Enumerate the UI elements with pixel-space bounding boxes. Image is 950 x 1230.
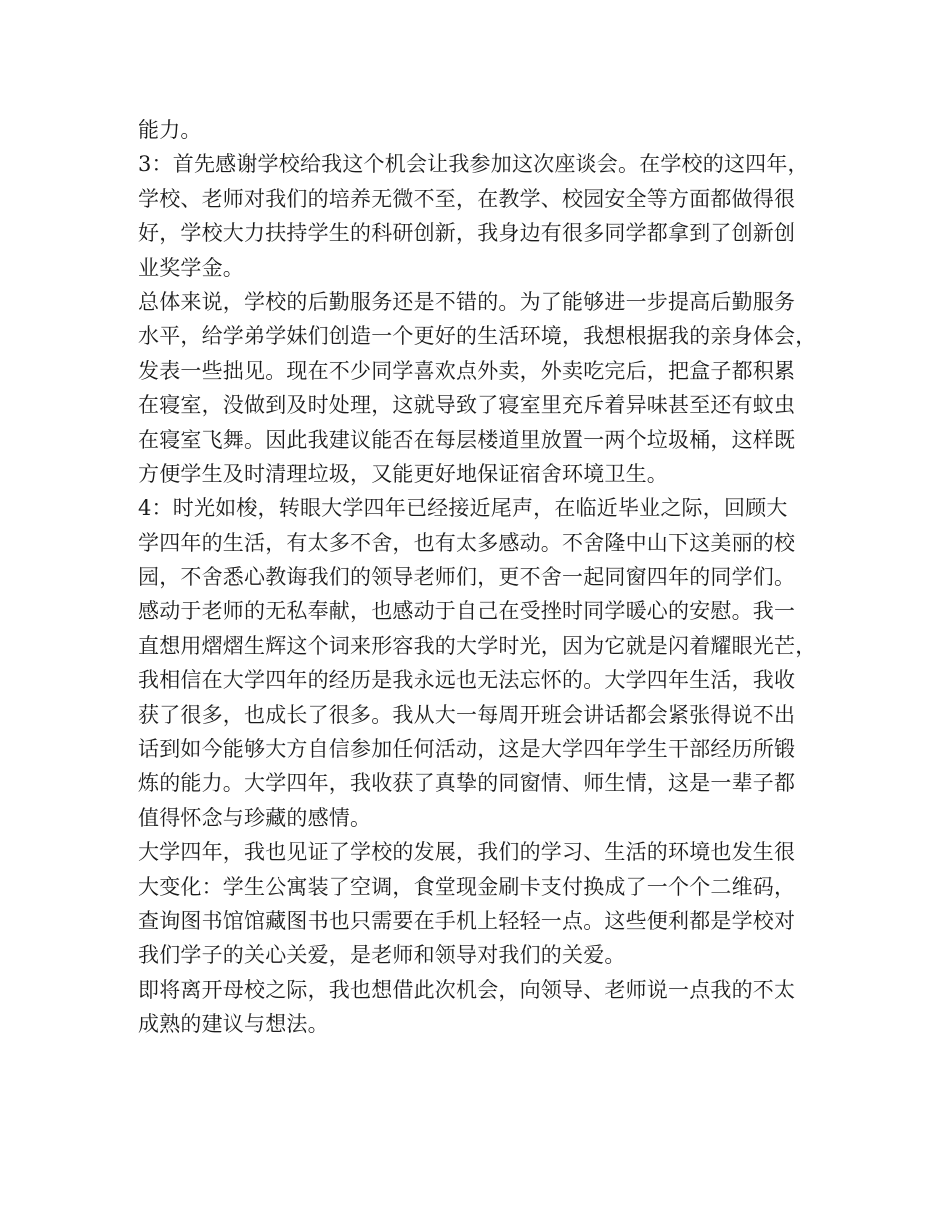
text-line: 方便学生及时清理垃圾，又能更好地保证宿舍环境卫生。 (138, 461, 668, 486)
document-body (138, 113, 828, 1042)
text-line: 我们学子的关心关爱，是老师和领导对我们的关爱。 (138, 943, 626, 968)
text-line: 直想用熠熠生辉这个词来形容我的大学时光，因为它就是闪着耀眼光芒， (138, 633, 817, 658)
text-line: 大学四年，我也见证了学校的发展，我们的学习、生活的环境也发生很 (138, 840, 796, 865)
text-line: 我相信在大学四年的经历是我永远也无法忘怀的。大学四年生活，我收 (138, 668, 796, 693)
text-line: 发表一些拙见。现在不少同学喜欢点外卖，外卖吃完后，把盒子都积累 (138, 358, 796, 383)
text-line: 总体来说，学校的后勤服务还是不错的。为了能够进一步提高后勤服务 (138, 289, 796, 314)
text-line: 即将离开母校之际，我也想借此次机会，向领导、老师说一点我的不太 (138, 977, 796, 1002)
text-line: 水平，给学弟学妹们创造一个更好的生活环境，我想根据我的亲身体会， (138, 324, 817, 349)
text-line: 炼的能力。大学四年，我收获了真挚的同窗情、师生情，这是一辈子都 (138, 771, 796, 796)
text-line: 好，学校大力扶持学生的科研创新，我身边有很多同学都拿到了创新创 (138, 221, 796, 246)
text-line: 话到如今能够大方自信参加任何活动，这是大学四年学生干部经历所锻 (138, 737, 796, 762)
text-line: 在寝室，没做到及时处理，这就导致了寝室里充斥着异味甚至还有蚊虫 (138, 393, 796, 418)
text-line: 查询图书馆馆藏图书也只需要在手机上轻轻一点。这些便利都是学校对 (138, 908, 796, 933)
text-line: 在寝室飞舞。因此我建议能否在每层楼道里放置一两个垃圾桶，这样既 (138, 427, 796, 452)
text-line: 大变化：学生公寓装了空调，食堂现金刷卡支付换成了一个个二维码， (138, 874, 796, 899)
text-line: 能力。 (138, 118, 202, 142)
text-line: 成熟的建议与想法。 (138, 1012, 329, 1037)
text-line: 4：时光如梭，转眼大学四年已经接近尾声，在临近毕业之际，回顾大 (138, 496, 788, 521)
text-line: 学四年的生活，有太多不舍，也有太多感动。不舍隆中山下这美丽的校 (138, 530, 796, 555)
text-line: 值得怀念与珍藏的感情。 (138, 805, 372, 830)
text-line: 学校、老师对我们的培养无微不至，在教学、校园安全等方面都做得很 (138, 186, 796, 211)
text-line: 业奖学金。 (138, 255, 244, 280)
text-line: 园，不舍悉心教诲我们的领导老师们，更不舍一起同窗四年的同学们。 (138, 565, 796, 590)
text-line: 获了很多，也成长了很多。我从大一每周开班会讲话都会紧张得说不出 (138, 702, 796, 727)
text-line: 感动于老师的无私奉献，也感动于自己在受挫时同学暖心的安慰。我一 (138, 599, 796, 624)
text-line: 3：首先感谢学校给我这个机会让我参加这次座谈会。在学校的这四年， (138, 152, 809, 177)
